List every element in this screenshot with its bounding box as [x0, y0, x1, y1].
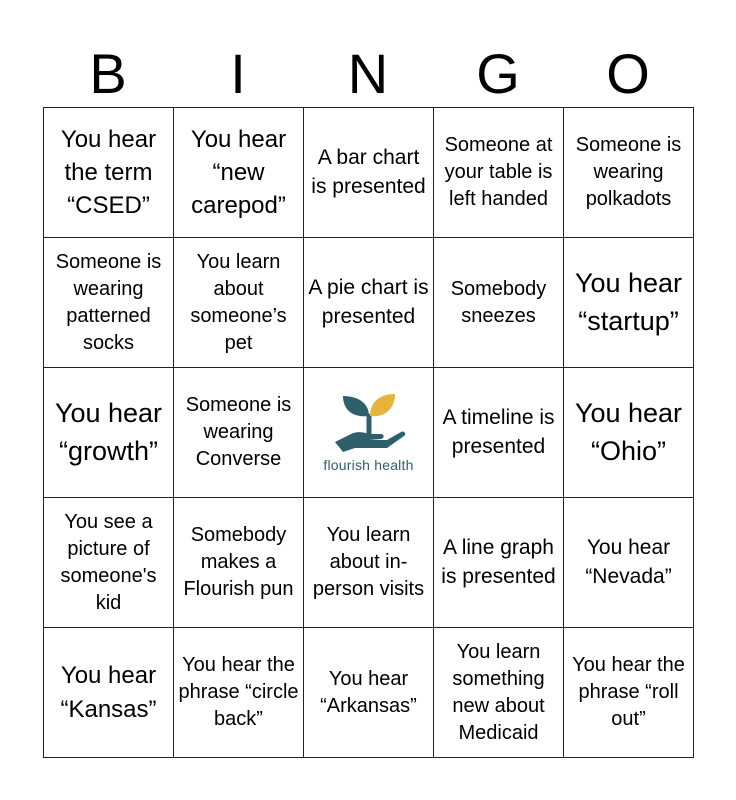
bingo-cell[interactable]: You hear “new carepod”: [174, 108, 304, 238]
bingo-cell[interactable]: You hear “Ohio”: [564, 368, 694, 498]
bingo-cell[interactable]: You hear the phrase “roll out”: [564, 628, 694, 758]
bingo-cell[interactable]: You hear “Arkansas”: [304, 628, 434, 758]
bingo-cell[interactable]: A bar chart is presented: [304, 108, 434, 238]
header-letter-b: B: [89, 42, 127, 105]
bingo-cell[interactable]: You hear “Nevada”: [564, 498, 694, 628]
logo-brand-text: flourish health: [323, 456, 414, 473]
sprout-hand-icon: [329, 390, 409, 454]
board-row: [44, 628, 694, 758]
board-row: [44, 108, 694, 238]
bingo-cell[interactable]: You see a picture of someone's kid: [44, 498, 174, 628]
bingo-cell[interactable]: Someone at your table is left handed: [434, 108, 564, 238]
bingo-header: [43, 40, 693, 108]
board-row: [44, 368, 694, 498]
bingo-cell[interactable]: A timeline is presented: [434, 368, 564, 498]
free-space-cell[interactable]: [304, 368, 434, 498]
bingo-board: [43, 107, 694, 758]
bingo-cell[interactable]: Somebody makes a Flourish pun: [174, 498, 304, 628]
bingo-cell[interactable]: You learn about someone’s pet: [174, 238, 304, 368]
bingo-cell[interactable]: Someone is wearing polkadots: [564, 108, 694, 238]
flourish-health-logo: [308, 390, 429, 475]
bingo-cell[interactable]: A pie chart is presented: [304, 238, 434, 368]
bingo-cell[interactable]: Someone is wearing patterned socks: [44, 238, 174, 368]
board-row: [44, 238, 694, 368]
bingo-cell[interactable]: You hear the phrase “circle back”: [174, 628, 304, 758]
bingo-cell[interactable]: You learn something new about Medicaid: [434, 628, 564, 758]
bingo-cell[interactable]: You hear the term “CSED”: [44, 108, 174, 238]
bingo-cell[interactable]: You hear “Kansas”: [44, 628, 174, 758]
header-letter-i: I: [230, 42, 246, 105]
bingo-cell[interactable]: You hear “growth”: [44, 368, 174, 498]
bingo-cell[interactable]: Someone is wearing Converse: [174, 368, 304, 498]
header-letter-o: O: [606, 42, 650, 105]
header-letter-n: N: [347, 42, 389, 105]
board-row: [44, 498, 694, 628]
bingo-cell[interactable]: Somebody sneezes: [434, 238, 564, 368]
bingo-cell[interactable]: You hear “startup”: [564, 238, 694, 368]
bingo-cell[interactable]: A line graph is presented: [434, 498, 564, 628]
header-letter-g: G: [476, 42, 520, 105]
bingo-cell[interactable]: You learn about in-person visits: [304, 498, 434, 628]
